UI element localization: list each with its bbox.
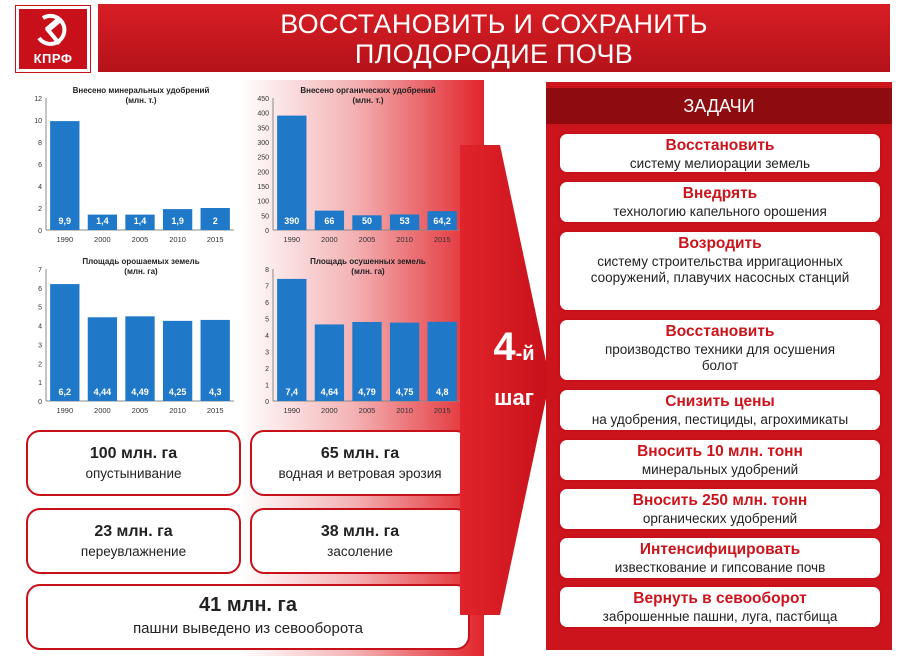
x-tick-label: 2010 [396, 235, 413, 244]
page-title [98, 9, 890, 69]
title-line-2: ПЛОДОРОДИЕ ПОЧВ [354, 39, 634, 69]
y-tick-label: 150 [257, 184, 269, 191]
bar-data-label: 66 [324, 216, 335, 226]
tasks-heading: ЗАДАЧИ [546, 88, 892, 124]
bar-data-label: 1,9 [171, 216, 184, 226]
y-tick-label: 250 [257, 154, 269, 162]
chart-title-text: Внесено минеральных удобрений [72, 86, 210, 95]
bar-data-label: 7,4 [285, 387, 299, 397]
bar-data-label: 4,79 [358, 387, 376, 397]
task-title: Интенсифицировать [639, 541, 801, 558]
y-tick-label: 1 [265, 382, 269, 390]
task-text: на удобрения, пестициды, агрохимикаты [591, 412, 849, 427]
chart-title [46, 86, 236, 106]
y-tick-label: 6 [265, 300, 269, 307]
y-tick-label: 3 [38, 342, 42, 350]
stat-card-waterlogging [26, 508, 241, 574]
y-tick-label: 100 [257, 198, 269, 206]
task-card [558, 487, 882, 531]
header [0, 0, 900, 75]
step-number [476, 325, 552, 370]
y-tick-label: 4 [38, 184, 42, 191]
task-title: Вносить 10 млн. тонн [637, 443, 803, 460]
task-card [558, 536, 882, 580]
x-tick-label: 2005 [131, 235, 149, 244]
y-tick-label: 0 [38, 228, 42, 235]
bar-data-label: 4,64 [320, 387, 339, 397]
task-text: систему строительства ирригационных сооружений, плавучих насосных станций [590, 254, 850, 285]
x-tick-label: 2015 [433, 235, 451, 244]
task-title: Вернуть в севооборот [633, 590, 807, 607]
x-tick-label: 2005 [131, 406, 149, 415]
task-card [558, 318, 882, 382]
stat-value: 100 млн. га [89, 445, 178, 462]
y-tick-label: 2 [38, 361, 42, 369]
chart-title [46, 257, 236, 277]
kprf-logo [16, 6, 90, 72]
x-tick-label: 2015 [433, 406, 451, 415]
x-tick-label: 2015 [206, 235, 224, 244]
x-tick-label: 2010 [169, 406, 186, 415]
y-tick-label: 50 [261, 213, 269, 221]
chart-drained-land [243, 253, 468, 421]
task-text: систему мелиорации земель [629, 156, 811, 171]
x-tick-label: 2010 [169, 235, 186, 244]
chart-svg [243, 253, 468, 421]
y-tick-label: 0 [38, 399, 42, 406]
bar-data-label: 2 [212, 216, 218, 226]
stat-label: пашни выведено из севооборота [133, 620, 363, 637]
x-tick-label: 1990 [56, 406, 74, 415]
task-card [558, 132, 882, 174]
y-tick-label: 6 [38, 285, 42, 293]
x-tick-label: 1990 [56, 235, 74, 244]
task-title: Возродить [678, 235, 762, 252]
stat-label: водная и ветровая эрозия [278, 466, 442, 481]
step-digit: 4 [493, 325, 516, 369]
bar-data-label: 4,25 [168, 387, 187, 397]
y-tick-label: 5 [265, 316, 269, 324]
x-tick-label: 2000 [94, 406, 111, 415]
y-tick-label: 7 [38, 267, 42, 274]
y-tick-label: 1 [38, 380, 42, 388]
stat-card-erosion [250, 430, 470, 496]
chart-mineral-fertilizers [16, 82, 241, 250]
stat-card-abandoned-arable [26, 584, 470, 650]
chart-title-text: Внесено органических удобрений [300, 86, 436, 95]
stat-value: 65 млн. га [320, 445, 400, 462]
x-tick-label: 1990 [283, 406, 301, 415]
logo-text: КПРФ [33, 51, 73, 66]
stat-value: 38 млн. га [320, 523, 400, 540]
stat-label: опустынивание [85, 466, 182, 481]
x-tick-label: 2015 [206, 406, 224, 415]
y-tick-label: 2 [265, 366, 269, 373]
bar-data-label: 50 [361, 216, 373, 226]
y-tick-label: 4 [38, 323, 42, 331]
bar [50, 284, 79, 401]
bar-data-label: 6,2 [58, 387, 72, 397]
stat-label: переувлажнение [80, 544, 187, 559]
task-card [558, 388, 882, 432]
chart-title-text: Площадь орошаемых земель [82, 257, 200, 266]
y-tick-label: 450 [257, 96, 269, 103]
task-title: Восстановить [665, 137, 775, 154]
y-tick-label: 4 [265, 333, 269, 340]
chart-title [273, 257, 463, 277]
y-tick-label: 400 [257, 110, 269, 118]
task-text: органических удобрений [642, 511, 798, 526]
task-text: известкование и гипсование почв [614, 560, 826, 575]
step-suffix: -й [515, 343, 535, 365]
y-tick-label: 2 [38, 206, 42, 213]
stat-card-salinization [250, 508, 470, 574]
chart-svg [16, 253, 241, 421]
bar [277, 279, 306, 401]
title-line-1: ВОССТАНОВИТЬ И СОХРАНИТЬ [280, 9, 708, 39]
bar-data-label: 1,4 [96, 216, 109, 226]
y-tick-label: 10 [34, 118, 42, 125]
stat-value: 23 млн. га [94, 523, 173, 540]
y-tick-label: 12 [34, 96, 42, 103]
bar-data-label: 53 [399, 216, 410, 226]
chart-title [273, 86, 463, 106]
chart-irrigated-land [16, 253, 241, 421]
bar-data-label: 4,49 [131, 387, 149, 397]
chart-organic-fertilizers [243, 82, 468, 250]
y-tick-label: 0 [265, 399, 269, 406]
task-title: Снизить цены [665, 393, 775, 410]
x-tick-label: 1990 [283, 235, 301, 244]
bar-data-label: 4,3 [208, 387, 222, 397]
chart-subtitle-text: (млн. т.) [125, 96, 157, 105]
chart-title-text: Площадь осушенных земель [310, 257, 426, 266]
bar-data-label: 1,4 [133, 216, 147, 226]
bar-data-label: 4,8 [435, 387, 449, 397]
tasks-panel [546, 82, 892, 650]
stat-card-desertification [26, 430, 241, 496]
task-text: производство техники для осушения болот [604, 342, 836, 373]
chart-subtitle-text: (млн. га) [351, 267, 385, 276]
task-text: минеральных удобрений [641, 462, 799, 477]
bar-data-label: 9,9 [58, 216, 72, 226]
x-tick-label: 2005 [358, 235, 376, 244]
stat-value: 41 млн. га [199, 594, 297, 616]
x-tick-label: 2000 [321, 235, 338, 244]
step-word: шаг [494, 385, 534, 410]
task-title: Вносить 250 млн. тонн [632, 492, 808, 509]
bar-data-label: 64,2 [433, 216, 451, 226]
chart-subtitle-text: (млн. га) [124, 267, 158, 276]
task-title: Внедрять [682, 185, 758, 202]
y-tick-label: 8 [265, 267, 269, 274]
y-tick-label: 6 [38, 162, 42, 169]
task-title: Восстановить [665, 323, 775, 340]
x-tick-label: 2000 [94, 235, 111, 244]
chart-subtitle-text: (млн. т.) [352, 96, 384, 105]
y-tick-label: 200 [257, 169, 269, 177]
x-tick-label: 2010 [396, 406, 413, 415]
chart-svg [243, 82, 468, 250]
x-tick-label: 2000 [321, 406, 338, 415]
y-tick-label: 7 [265, 283, 269, 291]
y-tick-label: 300 [257, 140, 269, 147]
hammer-sickle-icon [31, 12, 75, 50]
bar-data-label: 4,44 [93, 387, 112, 397]
bar-data-label: 4,75 [395, 387, 414, 397]
bar-data-label: 390 [284, 216, 300, 226]
stat-label: засоление [327, 544, 393, 559]
y-tick-label: 350 [257, 125, 269, 133]
y-tick-label: 8 [38, 140, 42, 147]
task-text: заброшенные пашни, луга, пастбища [602, 609, 838, 624]
task-card [558, 180, 882, 224]
x-tick-label: 2005 [358, 406, 376, 415]
y-tick-label: 5 [38, 304, 42, 312]
bar [50, 121, 79, 230]
task-card [558, 585, 882, 629]
y-tick-label: 0 [265, 228, 269, 235]
title-banner [98, 4, 890, 72]
task-card [558, 230, 882, 312]
bar [277, 116, 306, 230]
task-text: технологию капельного орошения [613, 204, 827, 219]
task-card [558, 438, 882, 482]
chart-svg [16, 82, 241, 250]
y-tick-label: 3 [265, 349, 269, 357]
